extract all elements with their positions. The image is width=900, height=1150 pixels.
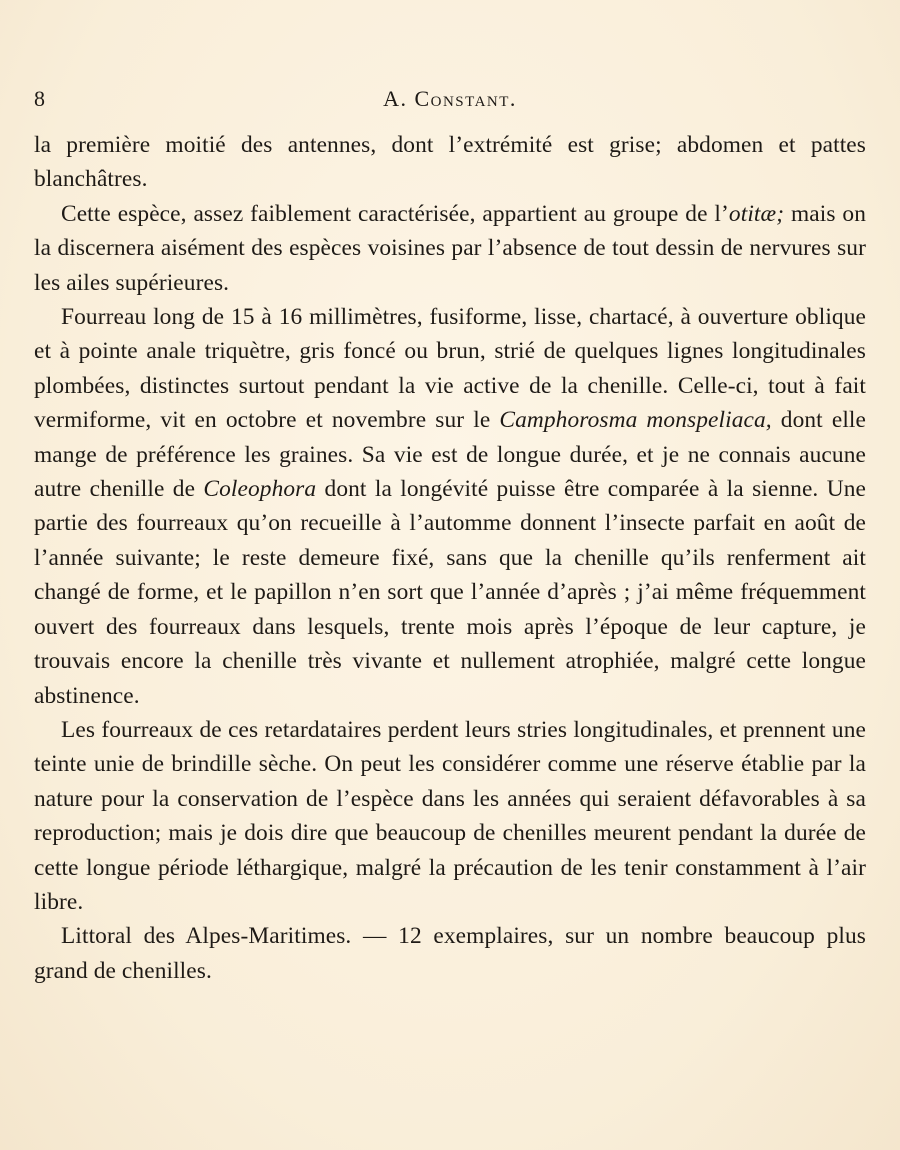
paragraph-4	[34, 713, 866, 919]
page-number: 8	[34, 86, 45, 111]
text-segment: la première moitié des antennes, dont l’extrémité est grise; abdomen et pattes blanchâtres.	[34, 132, 866, 193]
text-segment: Cette espèce, assez faiblement caractérisée, appartient au groupe de l’	[61, 200, 729, 227]
paragraph-5	[34, 919, 866, 988]
italic-term: otitæ;	[728, 200, 785, 227]
running-head: A. Constant.	[383, 86, 517, 111]
text-segment: dont elle mange de préférence les graines. Sa vie est de longue durée, et je ne connais aucune autre chenille de	[34, 407, 866, 503]
italic-term: Coleophora	[203, 476, 317, 503]
italic-term: Camphorosma monspeliaca,	[499, 407, 772, 434]
text-segment: Les fourreaux de ces retardataires perdent leurs stries longitudinales, et prennent une teinte unie de brindille sèche. On peut les considérer comme une réserve établie par la nature pour la conservation de l’espèce dans les années qui seraient défavorables à sa reproduction; mais je dois dire que beaucoup de chenilles meurent pendant la durée de cette longue période léthargique, malgré la précaution de les tenir constamment à l’air libre.	[34, 716, 866, 915]
paragraph-1	[34, 128, 866, 197]
paragraph-3	[34, 300, 866, 713]
body-text	[34, 128, 866, 988]
text-segment: Littoral des Alpes-Maritimes. — 12 exemplaires, sur un nombre beaucoup plus grand de chenilles.	[34, 923, 866, 984]
page-header	[34, 84, 866, 114]
text-segment: dont la longévité puisse être comparée à la sienne. Une partie des fourreaux qu’on recueille à l’automme donnent l’insecte parfait en août de l’année suivante; le reste demeure fixé, sans que la chenille qu’ils renferment ait changé de forme, et le papillon n’en sort que l’année d’après ; j’ai même fréquemment ouvert des fourreaux dans lesquels, trente mois après l’époque de leur capture, je trouvais encore la chenille très vivante et nullement atrophiée, malgré cette longue abstinence.	[34, 476, 866, 709]
paragraph-2	[34, 197, 866, 300]
text-segment: Fourreau long de 15 à 16 millimètres, fusiforme, lisse, chartacé, à ouverture oblique et à pointe anale triquètre, gris foncé ou brun, strié de quelques lignes longitudinales plombées, distinctes surtout pendant la vie active de la chenille. Celle-ci, tout à fait vermiforme, vit en octobre et novembre sur le	[34, 304, 866, 434]
text-segment: mais on la discernera aisément des espèces voisines par l’absence de tout dessin de nervures sur les ailes supérieures.	[34, 200, 866, 296]
